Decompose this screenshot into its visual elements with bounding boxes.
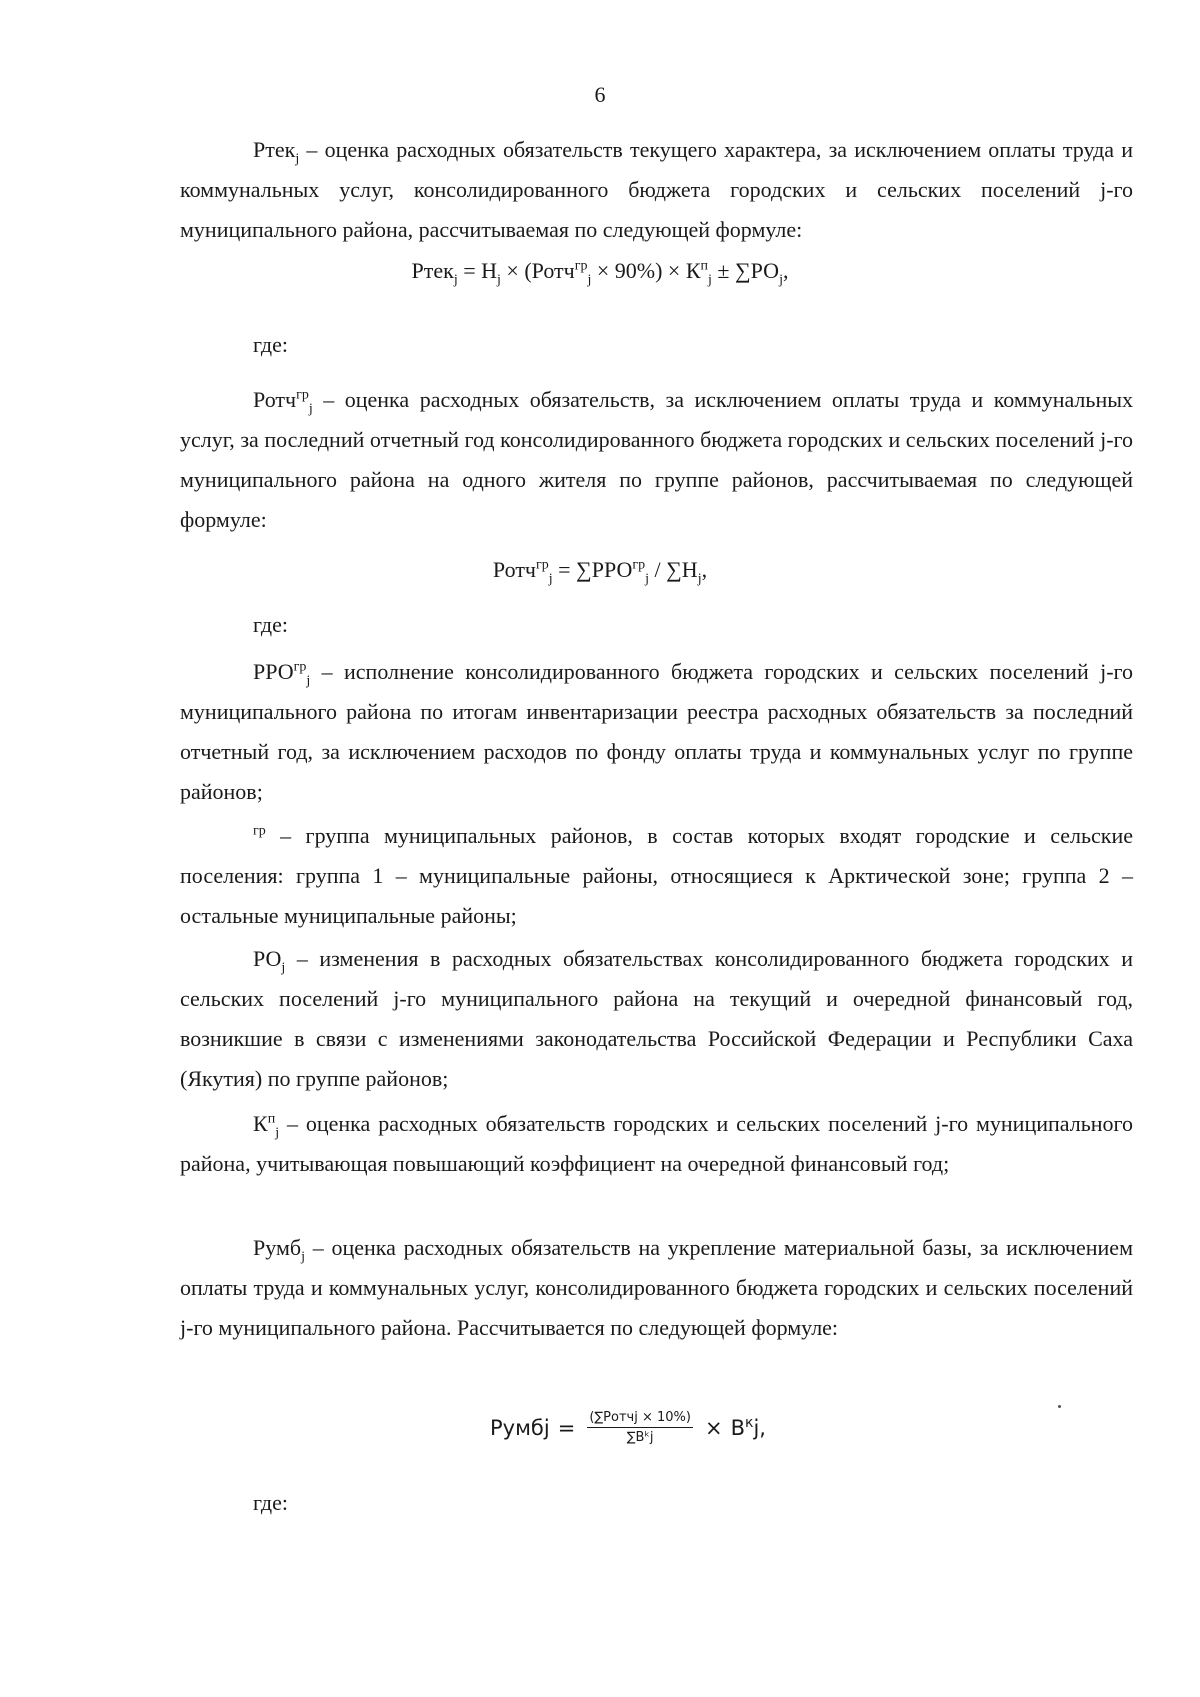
formula-rtek-sub: j: [779, 272, 783, 288]
rotch-definition-text: – оценка расходных обязательств, за исключением оплаты труда и коммунальных услуг, за последний отчетный год консолидированного бюджета городских и сельских поселений j-го муниципального района на одного жителя по группе районов, рассчитываемая по следующей формуле:: [180, 387, 1133, 532]
formula-rtek-sub: j: [497, 272, 501, 288]
rtek-definition-text: – оценка расходных обязательств текущего характера, за исключением оплаты труда и коммунальных услуг, консолидированного бюджета городских и сельских поселений j-го муниципального района, рассчитываемая по следующей формуле:: [180, 137, 1133, 242]
formula-rotch-sub: j: [697, 571, 702, 587]
formula-rumb-equals: =: [557, 1415, 576, 1440]
paragraph-gr-definition: [180, 816, 1133, 936]
formula-rtek-sup: гр: [574, 258, 588, 274]
formula-rtek-part: × (Ротч: [500, 258, 575, 283]
paragraph-rumb-definition: [180, 1228, 1133, 1348]
kp-superscript: п: [267, 1111, 276, 1127]
formula-rumb-lhs: Румбj: [490, 1415, 550, 1440]
paragraph-rro-definition: [180, 652, 1133, 812]
formula-rotch-part: Ротч: [492, 557, 536, 582]
formula-rtek-part: Ртек: [411, 258, 454, 283]
formula-rumb-fraction: [587, 1410, 693, 1445]
formula-rtek-part: ,: [782, 258, 789, 283]
formula-rumb-numerator: (∑Ротчj × 10%): [587, 1410, 693, 1428]
rtek-symbol: Ртек: [253, 137, 296, 162]
formula-rtek-sup: п: [700, 258, 709, 274]
formula-rtek-part: ± ∑РО: [711, 258, 780, 283]
gr-superscript: гр: [253, 823, 266, 839]
formula-rotch-part: ,: [701, 557, 708, 582]
formula-rtek-sub: j: [708, 272, 712, 288]
formula-rumb-rhs: [731, 1416, 766, 1440]
where-label-1: где:: [253, 332, 288, 357]
formula-rumb-rhs-j: j: [753, 1415, 760, 1440]
gr-definition-text: – группа муниципальных районов, в состав которых входят городские и сельские поселения: группа 1 – муниципальные районы, относящиеся к Арктической зоне; группа 2 – остальные муниципальные районы;: [180, 823, 1133, 928]
scan-speck: [1058, 1405, 1061, 1408]
formula-rotch-sup: гр: [632, 557, 646, 573]
formula-rotch: [0, 557, 1200, 587]
kp-definition-text: – оценка расходных обязательств городских и сельских поселений j-го муниципального района, учитывающая повышающий коэффициент на очередной финансовый год;: [180, 1111, 1133, 1176]
formula-rumb-rhs-sup: к: [744, 1414, 754, 1431]
rumb-subscript: j: [301, 1249, 305, 1265]
formula-rotch-sub: j: [645, 571, 649, 587]
ro-symbol: РО: [253, 946, 282, 971]
formula-rtek-part: = Н: [457, 258, 498, 283]
formula-rumb-comma: ,: [759, 1415, 766, 1440]
rro-definition-text: – исполнение консолидированного бюджета городских и сельских поселений j-го муниципального района по итогам инвентаризации реестра расходных обязательств за последний отчетный год, за исключением расходов по фонду оплаты труда и коммунальных услуг по группе районов;: [180, 659, 1133, 804]
rro-symbol: РРО: [253, 659, 294, 684]
where-label-2: где:: [253, 612, 288, 637]
formula-rotch-part: = ∑РРО: [552, 557, 633, 582]
formula-rumb: [490, 1410, 766, 1445]
ro-subscript: j: [281, 960, 286, 976]
formula-rumb-rhs-base: B: [730, 1415, 745, 1440]
rumb-definition-text: – оценка расходных обязательств на укрепление материальной базы, за исключением оплаты труда и коммунальных услуг, консолидированного бюджета городских и сельских поселений j-го муниципального района. Рассчитывается по следующей формуле:: [180, 1235, 1133, 1340]
rtek-subscript: j: [295, 151, 300, 167]
kp-symbol: К: [253, 1111, 268, 1136]
paragraph-rtek-definition: [180, 130, 1133, 250]
rotch-superscript: гр: [296, 387, 309, 403]
rro-subscript: j: [306, 673, 311, 689]
page-number: 6: [594, 82, 606, 107]
formula-rtek-part: × 90%) × К: [591, 258, 701, 283]
formula-rotch-part: / ∑Н: [649, 557, 698, 582]
formula-rtek-sub: j: [453, 272, 458, 288]
paragraph-ro-definition: [180, 939, 1133, 1099]
formula-rtek: [0, 258, 1200, 288]
formula-rotch-sup: гр: [536, 557, 549, 573]
formula-rumb-denominator: ∑Bᵏj: [626, 1430, 654, 1445]
kp-subscript: j: [275, 1125, 280, 1141]
rotch-subscript: j: [308, 401, 313, 417]
formula-rtek-sub: j: [587, 272, 592, 288]
formula-rotch-sub: j: [548, 571, 553, 587]
rumb-symbol: Румб: [253, 1235, 302, 1260]
rro-superscript: гр: [293, 659, 307, 675]
paragraph-kp-definition: [180, 1104, 1133, 1184]
ro-definition-text: – изменения в расходных обязательствах консолидированного бюджета городских и сельских поселений j-го муниципального района на текущий и очередной финансовый год, возникшие в связи с изменениями законодательства Российской Федерации и Республики Саха (Якутия) по группе районов;: [180, 946, 1133, 1091]
where-label-3: где:: [253, 1490, 288, 1515]
paragraph-rotch-definition: [180, 380, 1133, 540]
formula-rumb-times: ×: [704, 1415, 723, 1440]
rotch-symbol: Ротч: [253, 387, 297, 412]
